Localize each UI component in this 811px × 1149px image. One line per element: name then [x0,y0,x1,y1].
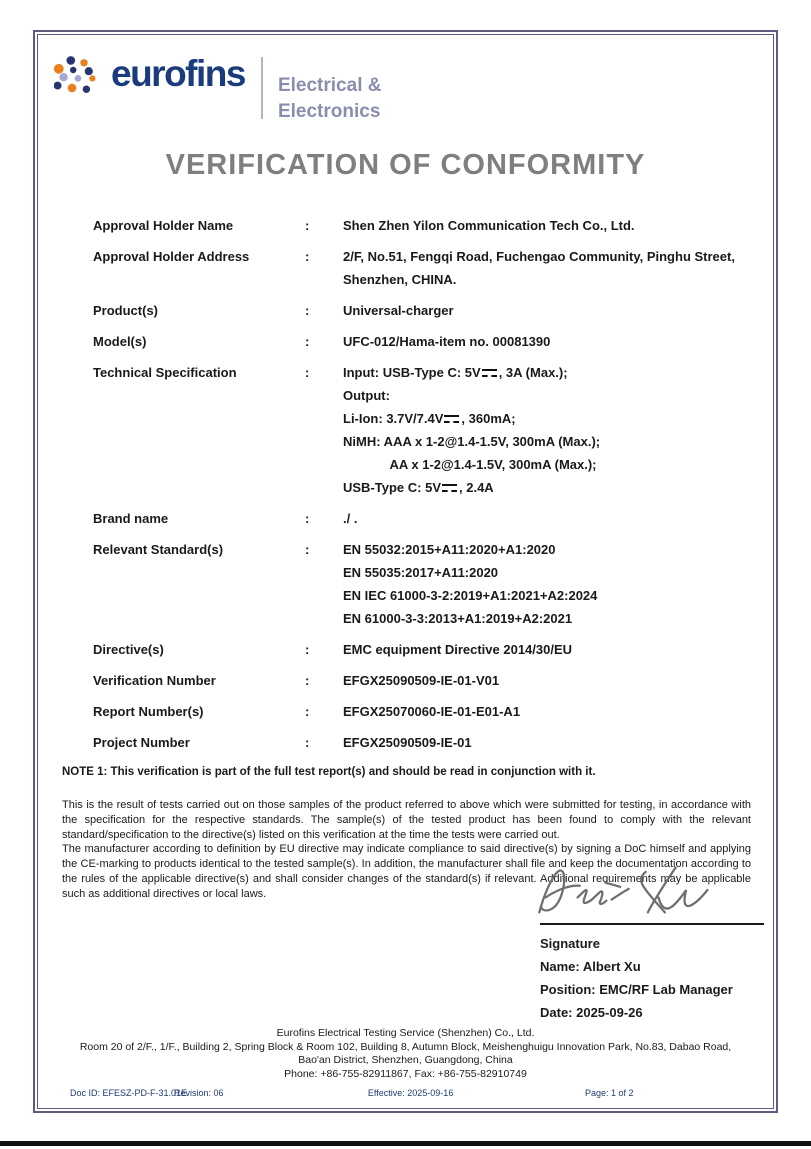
field-colon: : [305,511,310,526]
footer-line: Phone: +86-755-82911867, Fax: +86-755-82910749 [284,1067,527,1080]
doc-control-bar [38,1088,773,1100]
field-value [343,538,597,630]
page-title: VERIFICATION OF CONFORMITY [165,149,646,181]
field-value [343,214,635,237]
dc-current-symbol-icon [444,415,459,423]
field-colon: : [305,218,310,233]
field-value-line: ./ . [343,511,358,526]
field-value-line: Shenzhen, CHINA. [343,272,457,287]
field-row [93,330,773,353]
signature-date: Date: 2025-09-26 [540,1005,643,1020]
field-value [343,507,357,530]
signature-block [540,923,764,1024]
field-colon: : [305,735,310,750]
field-value [343,731,472,754]
field-row [93,700,773,723]
field-colon: : [305,365,310,380]
dc-current-symbol-icon [442,484,457,492]
certificate-frame [37,34,774,1109]
doc-effective-date: Effective: 2025-09-16 [367,1088,454,1098]
division-line2: Electronics [277,101,381,122]
footer-address [38,1027,773,1081]
field-value-line: EFGX25070060-IE-01-E01-A1 [343,704,521,719]
fields-table [93,214,773,754]
field-value [343,700,520,723]
signature-name: Name: Albert Xu [540,959,641,974]
field-label: Model(s) [93,334,147,349]
field-row [93,214,773,237]
field-row [93,538,773,630]
signature-label: Signature [540,936,600,951]
field-label: Approval Holder Name [93,218,234,233]
field-value-line: USB-Type C: 5V , 2.4A [343,480,494,495]
field-value [343,299,454,322]
field-row [93,669,773,692]
field-label: Product(s) [93,303,158,318]
field-row [93,507,773,530]
disclaimer-paragraph: This is the result of tests carried out on those samples of the product referred to above which were submitted for testing, in accordance with the specification for the respective standards. The sample(s) of the tested product has been found to comply with the relevant standard/specification to the directive(s) listed on this verification at the time the tests were carried out. [62,799,751,841]
field-colon: : [305,642,310,657]
dc-current-symbol-icon [482,369,497,377]
field-value-line: Output: [343,388,390,403]
header-logo-row [54,49,773,125]
field-value-line: EMC equipment Directive 2014/30/EU [343,642,573,657]
field-colon: : [305,673,310,688]
eurofins-dots-icon [54,55,102,102]
field-value [343,245,735,291]
field-value [343,638,572,661]
field-label: Directive(s) [93,642,164,657]
certificate-page [33,30,778,1113]
field-row [93,245,773,291]
field-value-line: Shen Zhen Yilon Communication Tech Co., Ltd. [343,218,635,233]
field-label: Approval Holder Address [93,249,250,264]
doc-page-number: Page: 1 of 2 [585,1088,634,1098]
field-value-line: NiMH: AAA x 1-2@1.4-1.5V, 300mA (Max.); [343,434,601,449]
next-page-edge [0,1141,811,1146]
division-line1: Electrical & [277,75,382,96]
field-label: Relevant Standard(s) [93,542,224,557]
field-colon: : [305,542,310,557]
field-value-line: Li-Ion: 3.7V/7.4V , 360mA; [343,411,516,426]
field-row [93,731,773,754]
logo-divider [261,57,263,119]
footer-line: Eurofins Electrical Testing Service (Shenzhen) Co., Ltd. [276,1027,535,1039]
field-row [93,638,773,661]
field-value-line: EFGX25090509-IE-01-V01 [343,673,500,688]
field-label: Project Number [93,735,190,750]
disclaimer-paragraph: The manufacturer according to definition by EU directive may indicate compliance to said directive(s) by signing a DoC himself and applying the CE-marking to products identical to the tested sample(s). In addition, the manufacturer shall file and keep the documentation according to the rules of the applicable directive(s) and shall consider changes of the standard(s) if relevant. Additional requirements may be applicable such as additional directives or local laws. [62,843,751,900]
field-label: Verification Number [93,673,216,688]
field-value-line: Input: USB-Type C: 5V , 3A (Max.); [343,365,568,380]
footer-line: Room 20 of 2/F., 1/F., Building 2, Spring Block & Room 102, Building 8, Autumn Block, Meishenghuigu Innovation Park, No.83, Dabao Road, [79,1040,732,1053]
field-value [343,669,499,692]
doc-revision: Revision: 06 [174,1088,224,1098]
signature-position: Position: EMC/RF Lab Manager [540,982,733,997]
field-row [93,299,773,322]
field-value [343,330,550,353]
doc-id: Doc ID: EFESZ-PD-F-31.01E [70,1088,188,1098]
field-value-line: Universal-charger [343,303,454,318]
field-value-line: EN 55032:2015+A11:2020+A1:2020 [343,542,556,557]
field-value-line: EN 55035:2017+A11:2020 [343,565,499,580]
handwritten-signature [533,857,718,928]
note-1: NOTE 1: This verification is part of the full test report(s) and should be read in conjunction with it. [62,766,596,778]
field-value-line: 2/F, No.51, Fengqi Road, Fuchengao Community, Pinghu Street, [343,249,735,264]
field-colon: : [305,334,310,349]
field-label: Brand name [93,511,169,526]
field-value-line: EN IEC 61000-3-2:2019+A1:2021+A2:2024 [343,588,598,603]
field-label: Technical Specification [93,365,237,380]
field-label: Report Number(s) [93,704,204,719]
field-value-line: EN 61000-3-3:2013+A1:2019+A2:2021 [343,611,573,626]
field-colon: : [305,303,310,318]
eurofins-wordmark: eurofins [111,53,245,94]
field-row [93,361,773,499]
field-colon: : [305,249,310,264]
field-colon: : [305,704,310,719]
field-value-line: UFC-012/Hama-item no. 00081390 [343,334,551,349]
field-value-line: AA x 1-2@1.4-1.5V, 300mA (Max.); [343,457,597,472]
field-value [343,361,600,499]
field-value-line: EFGX25090509-IE-01 [343,735,472,750]
footer-line: Bao'an District, Shenzhen, Guangdong, China [298,1054,513,1066]
division-name [278,73,382,125]
